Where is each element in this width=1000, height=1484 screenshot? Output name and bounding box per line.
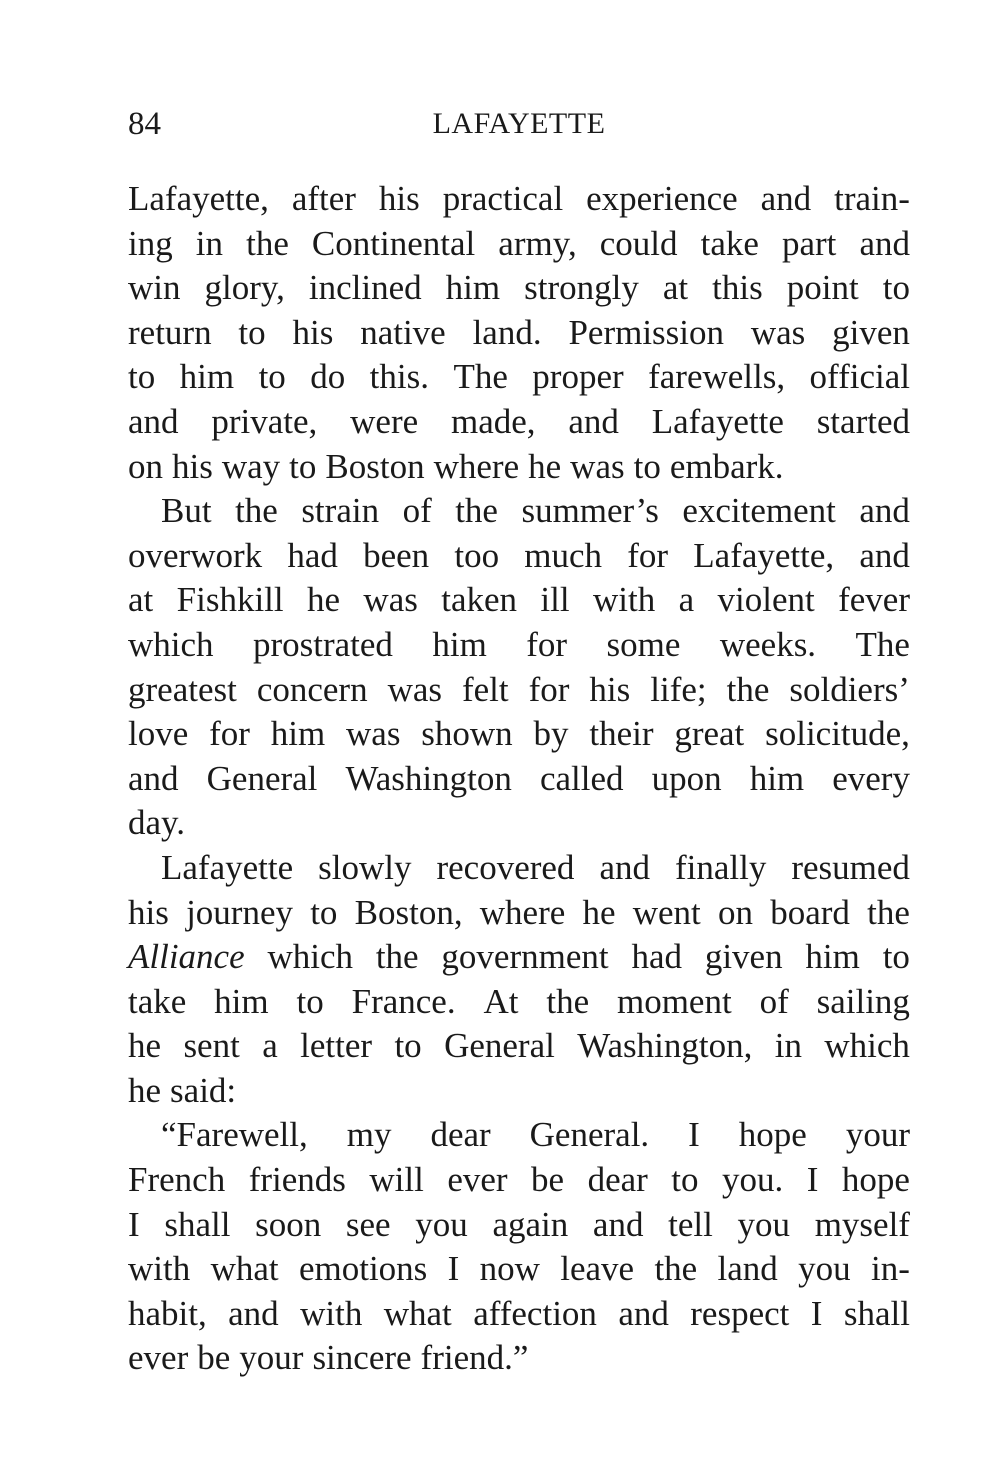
text-line: and private, were made, and Lafayette started: [128, 401, 910, 441]
text-line: his journey to Boston, where he went on board the: [128, 892, 910, 932]
paragraph: [128, 846, 910, 1114]
text-line: win glory, inclined him strongly at this point to: [128, 268, 910, 308]
text-line: ing in the Continental army, could take part and: [128, 223, 910, 263]
text-line: and General Washington called upon him every: [128, 758, 910, 798]
text-line: Alliance which the government had given him to: [128, 937, 910, 977]
text-line: return to his native land. Permission was given: [128, 312, 910, 352]
text-line: love for him was shown by their great solicitude,: [128, 714, 910, 754]
text-line: take him to France. At the moment of sailing: [128, 981, 910, 1021]
paragraph: [128, 177, 910, 489]
running-head: [128, 104, 910, 144]
text-line: he said:: [128, 1070, 237, 1110]
text-line: Lafayette slowly recovered and finally resumed: [161, 847, 910, 887]
text-line: French friends will ever be dear to you. I hope: [128, 1160, 910, 1200]
paragraph: [128, 489, 910, 846]
text-line: But the strain of the summer’s excitement and: [161, 491, 910, 531]
paragraph: [128, 1113, 910, 1381]
text-line: Lafayette, after his practical experience and train-: [128, 179, 910, 218]
running-title: LAFAYETTE: [432, 107, 606, 140]
text-line: overwork had been too much for Lafayette, and: [128, 535, 910, 575]
text-line: which prostrated him for some weeks. The: [128, 624, 910, 664]
text-line: at Fishkill he was taken ill with a violent fever: [128, 580, 910, 620]
text-line: greatest concern was felt for his life; the soldiers’: [128, 669, 910, 709]
text-line: day.: [128, 803, 186, 843]
text-line: on his way to Boston where he was to embark.: [128, 446, 784, 486]
page-number: 84: [128, 106, 161, 142]
text-line: he sent a letter to General Washington, in which: [128, 1026, 910, 1066]
text-line: ever be your sincere friend.”: [128, 1338, 529, 1378]
text-line: habit, and with what affection and respect I shall: [128, 1293, 910, 1333]
body-text: [128, 177, 910, 1381]
text-line: with what emotions I now leave the land you in-: [128, 1249, 910, 1289]
text-line: “Farewell, my dear General. I hope your: [161, 1115, 910, 1155]
text-line: to him to do this. The proper farewells, official: [128, 357, 910, 397]
text-line: I shall soon see you again and tell you myself: [128, 1204, 910, 1244]
